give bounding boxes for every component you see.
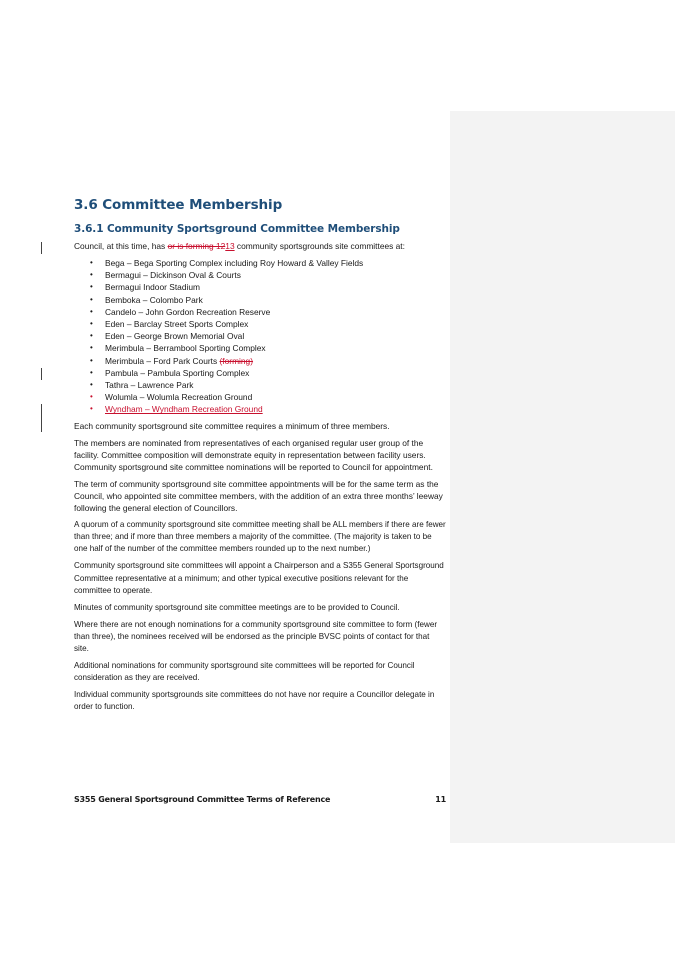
list-item: • Eden – Barclay Street Sports Complex (90, 319, 249, 330)
site-list (74, 257, 446, 415)
body-paragraph: The members are nominated from representatives of each organised regular user group of the facility. Committee composition will demonstrate equity in representation between facility users. Community sportsground site committee nominations will be reported to Council for appointment. (74, 437, 433, 472)
list-item: • Bermagui – Dickinson Oval & Courts (90, 270, 241, 281)
list-item: • Bega – Bega Sporting Complex including Roy Howard & Valley Fields (90, 258, 364, 269)
inserted-text: Wyndham – Wyndham Recreation Ground (105, 404, 263, 415)
intro-paragraph: Council, at this time, has or is forming 1213 community sportsgrounds site committees at: (74, 241, 405, 251)
list-item: • Tathra – Lawrence Park (90, 379, 194, 390)
list-item: • Bermagui Indoor Stadium (90, 282, 200, 293)
body-paragraph: Additional nominations for community sportsground site committees will be reported for Council consideration as they are received. (74, 661, 415, 683)
change-bar (41, 404, 42, 432)
change-bar (41, 242, 42, 254)
list-item: • Wyndham – Wyndham Recreation Ground (90, 404, 263, 415)
section-heading: 3.6 Committee Membership (74, 197, 283, 213)
body-paragraph: Each community sportsground site committee requires a minimum of three members. (74, 420, 390, 431)
deleted-text: or is forming 12 (167, 241, 226, 251)
body-paragraph: Where there are not enough nominations for a community sportsground site committee to form (fewer than three), the nominees received will be endorsed as the principle BVSC points of contact for that site. (74, 619, 438, 654)
list-item: • Wolumla – Wolumla Recreation Ground (90, 392, 253, 403)
list-item: • Candelo – John Gordon Recreation Reserve (90, 306, 271, 317)
list-item: • Merimbula – Berrambool Sporting Complex (90, 343, 266, 354)
body-paragraph: Community sportsground site committees will appoint a Chairperson and a S355 General Sportsground Committee representative at a minimum; and other typical executive positions relevant for the committee to operate. (74, 561, 444, 595)
document-body (74, 240, 446, 719)
footer-title: S355 General Sportsground Committee Terms of Reference (74, 795, 331, 804)
page-number: 11 (435, 795, 446, 804)
deleted-text: (forming) (219, 355, 254, 366)
page-footer (74, 795, 446, 804)
body-paragraph: Individual community sportsgrounds site committees do not have nor require a Councillor delegate in order to function. (74, 690, 435, 712)
body-paragraph: The term of community sportsground site committee appointments will be for the same term as the Council, who appointed site committee members, with the addition of an extra three months’ leeway following the general election of Councillors. (74, 478, 443, 514)
list-item: • Merimbula – Ford Park Courts (forming) (90, 355, 254, 366)
list-item: • Pambula – Pambula Sporting Complex (90, 367, 250, 378)
change-bar (41, 368, 42, 380)
subsection-heading: 3.6.1 Community Sportsground Committee Membership (74, 223, 400, 235)
list-item: • Bemboka – Colombo Park (90, 294, 203, 305)
inserted-text: 13 (225, 241, 235, 251)
comment-pane (450, 111, 675, 843)
body-paragraph: A quorum of a community sportsground site committee meeting shall be ALL members if there are fewer than three; and if more than three members a majority of the committee. (The majority is taken to be one half of the number of the committee members rounded up to the next number.) (74, 520, 446, 554)
list-item: • Eden – George Brown Memorial Oval (90, 331, 245, 342)
body-paragraph: Minutes of community sportsground site committee meetings are to be provided to Council. (74, 602, 400, 612)
